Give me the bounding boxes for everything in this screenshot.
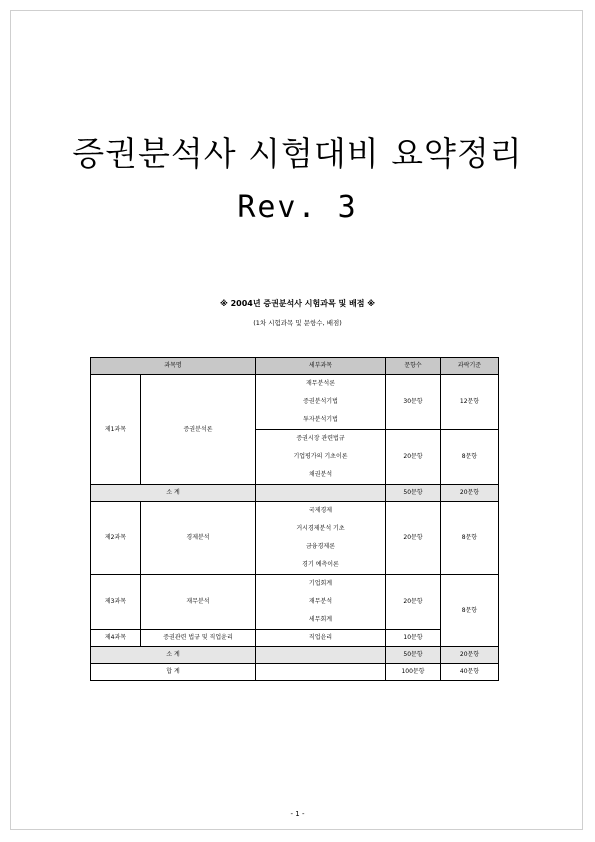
cutoff-cell: 12문항	[441, 375, 499, 430]
detail-cell	[256, 502, 386, 575]
subject-name: 증권관련 법규 및 직업윤리	[141, 630, 256, 647]
section-label: 제4과목	[91, 630, 141, 647]
count-cell: 20문항	[386, 575, 441, 630]
table-row	[91, 375, 499, 430]
subtotal-empty	[256, 485, 386, 502]
table-caption: ※ 2004년 증권분석사 시험과목 및 배점 ※	[220, 299, 375, 308]
detail-item: 채권분석	[308, 471, 333, 478]
subtotal-row	[91, 485, 499, 502]
header-cutoff: 과락기준	[441, 358, 499, 375]
subtotal-cutoff: 20문항	[441, 485, 499, 502]
table-subcaption: (1차 시험과목 및 문항수, 배점)	[253, 319, 342, 327]
detail-cell	[256, 575, 386, 630]
detail-item: 국제경제	[308, 507, 333, 514]
header-detail: 세부과목	[256, 358, 386, 375]
detail-item: 세무회계	[308, 616, 333, 623]
detail-item: 재무분석	[308, 598, 333, 605]
detail-item: 재무분석론	[306, 380, 335, 387]
subject-name: 재무분석	[141, 575, 256, 630]
subtotal-cutoff: 20문항	[441, 647, 499, 664]
page-number: - 1 -	[290, 810, 305, 818]
subtotal-label: 소 계	[91, 485, 256, 502]
detail-item: 기업회계	[308, 580, 333, 587]
detail-cell	[256, 375, 386, 430]
table-header-row	[91, 358, 499, 375]
count-cell: 20문항	[386, 430, 441, 485]
exam-subject-table	[90, 357, 499, 681]
section-label: 제3과목	[91, 575, 141, 630]
count-cell: 10문항	[386, 630, 441, 647]
total-cutoff: 40문항	[441, 664, 499, 681]
total-label: 합 계	[91, 664, 256, 681]
total-row	[91, 664, 499, 681]
subtotal-count: 50문항	[386, 485, 441, 502]
cutoff-cell: 8문항	[441, 502, 499, 575]
subtotal-count: 50문항	[386, 647, 441, 664]
count-cell: 30문항	[386, 375, 441, 430]
detail-item: 경기 예측이론	[302, 561, 339, 568]
total-count: 100문항	[386, 664, 441, 681]
header-subject: 과목명	[91, 358, 256, 375]
detail-item: 기업평가의 기초이론	[293, 453, 348, 460]
total-empty	[256, 664, 386, 681]
detail-item: 증권분석기법	[303, 398, 338, 405]
table-row	[91, 575, 499, 630]
table-row	[91, 502, 499, 575]
subject-name: 경제분석	[141, 502, 256, 575]
document-title: 증권분석사 시험대비 요약정리	[72, 134, 523, 173]
detail-cell: 직업윤리	[256, 630, 386, 647]
subtotal-empty	[256, 647, 386, 664]
subject-name: 증권분석론	[141, 375, 256, 485]
detail-item: 투자분석기법	[303, 416, 338, 423]
subtotal-label: 소 계	[91, 647, 256, 664]
section-label: 제2과목	[91, 502, 141, 575]
table-row	[91, 630, 499, 647]
subtotal-row	[91, 647, 499, 664]
detail-item: 증권시장 관련법규	[296, 435, 345, 442]
cutoff-cell: 8문항	[441, 430, 499, 485]
detail-cell	[256, 430, 386, 485]
detail-item: 거시경제분석 기초	[296, 525, 345, 532]
section-label: 제1과목	[91, 375, 141, 485]
detail-item: 금융경제론	[306, 543, 335, 550]
header-count: 문항수	[386, 358, 441, 375]
revision-label: Rev. 3	[237, 190, 358, 225]
count-cell: 20문항	[386, 502, 441, 575]
cutoff-cell: 8문항	[441, 575, 499, 647]
